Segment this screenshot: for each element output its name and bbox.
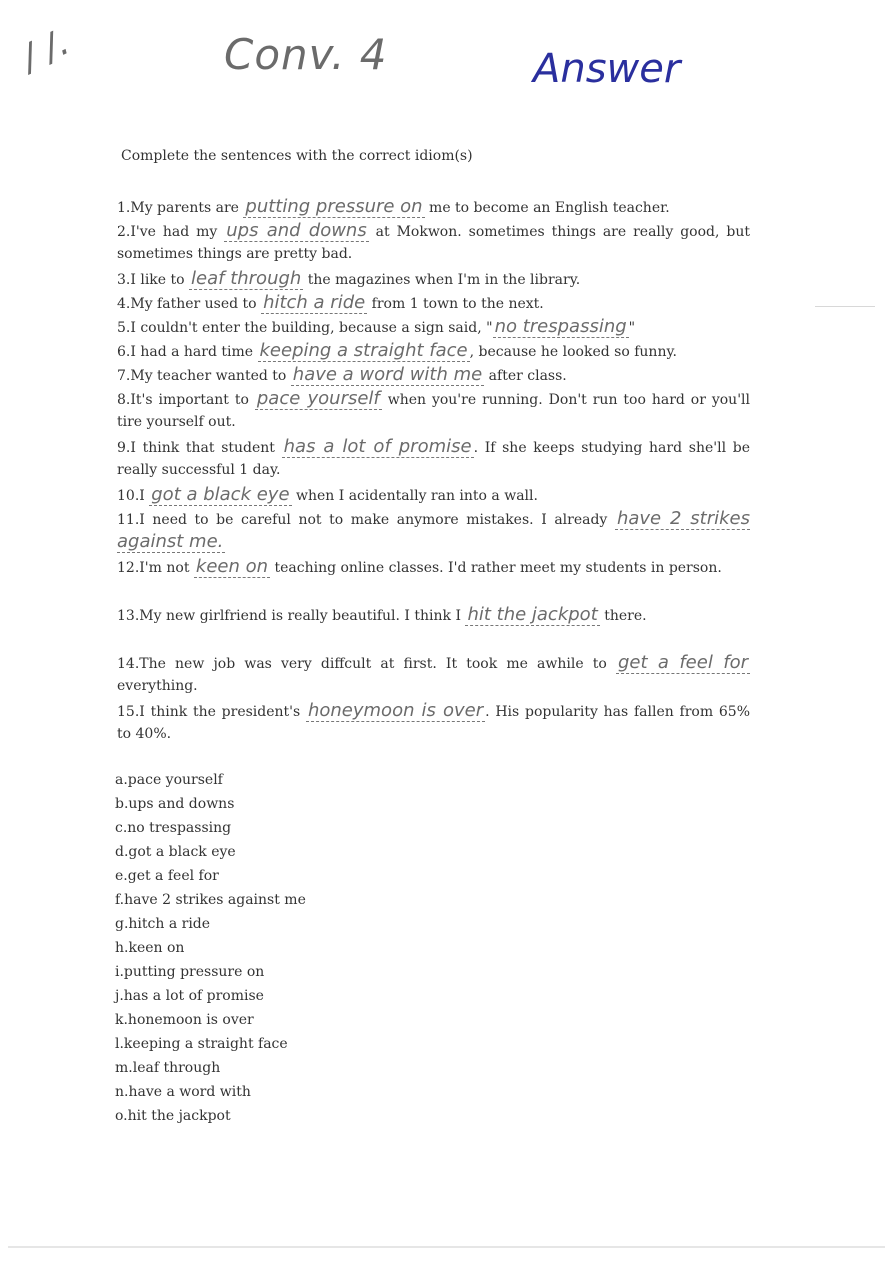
answer-bank-item: f.have 2 strikes against me <box>115 892 306 908</box>
question-text-before: The new job was very diffcult at first. It took me awhile to <box>139 656 616 672</box>
question-item <box>117 508 750 554</box>
question-text-before: I couldn't enter the building, because a sign said, " <box>130 320 493 336</box>
question-number: 2. <box>117 224 131 240</box>
handwritten-answer: got a black eye <box>151 484 290 505</box>
question-number: 13. <box>117 608 140 624</box>
handwritten-answer: has a lot of promise <box>283 436 472 457</box>
question-item <box>117 268 750 291</box>
question-number: 3. <box>117 272 131 288</box>
handwritten-answer: hitch a ride <box>263 292 366 313</box>
instructions: Complete the sentences with the correct idiom(s) <box>121 148 473 164</box>
question-number: 15. <box>117 704 140 720</box>
answer-bank-item: a.pace yourself <box>115 772 223 788</box>
question-number: 14. <box>117 656 140 672</box>
handwritten-answer: get a feel for <box>617 652 748 673</box>
handwritten-answer: keeping a straight face <box>259 340 468 361</box>
question-text-after: me to become an English teacher. <box>424 200 670 216</box>
question-text-after: " <box>628 320 636 336</box>
handwritten-answer: hit the jackpot <box>467 604 598 625</box>
answer-bank-item: o.hit the jackpot <box>115 1108 231 1124</box>
question-item <box>117 196 750 219</box>
question-item <box>117 484 750 507</box>
question-item <box>117 316 750 339</box>
handwritten-answer: no trespassing <box>494 316 627 337</box>
question-number: 11. <box>117 512 140 528</box>
handwritten-corner-mark: / /. <box>15 21 76 80</box>
question-number: 7. <box>117 368 131 384</box>
question-text-before: I <box>139 488 150 504</box>
question-number: 10. <box>117 488 140 504</box>
answer-bank-item: n.have a word with <box>115 1084 251 1100</box>
question-number: 4. <box>117 296 131 312</box>
answer-bank-item: e.get a feel for <box>115 868 219 884</box>
question-text-before: My parents are <box>130 200 244 216</box>
question-text-after: . If she keeps studying hard she'll be really successful 1 day. <box>117 440 750 478</box>
question-item <box>117 388 750 433</box>
question-item <box>117 364 750 387</box>
answer-bank <box>115 768 306 1128</box>
question-text-before: My teacher wanted to <box>130 368 291 384</box>
question-text-before: It's important to <box>130 392 255 408</box>
question-text-after: there. <box>599 608 647 624</box>
question-text-before: My new girlfriend is really beautiful. I think I <box>139 608 466 624</box>
question-number: 1. <box>117 200 131 216</box>
question-item <box>117 220 750 265</box>
question-text-after: when you're running. Don't run too hard or you'll tire yourself out. <box>117 392 750 430</box>
question-number: 9. <box>117 440 131 456</box>
answer-bank-item: d.got a black eye <box>115 844 236 860</box>
question-text-after: when I acidentally ran into a wall. <box>291 488 538 504</box>
question-text-before: I had a hard time <box>130 344 258 360</box>
question-item <box>117 700 750 745</box>
question-text-before: I'm not <box>139 560 194 576</box>
question-number: 8. <box>117 392 131 408</box>
question-number: 5. <box>117 320 131 336</box>
question-number: 6. <box>117 344 131 360</box>
question-text-before: I've had my <box>130 224 225 240</box>
question-text-before: I need to be careful not to make anymore mistakes. I already <box>139 512 615 528</box>
handwritten-conv-label: Conv. 4 <box>224 30 388 79</box>
question-text-before: My father used to <box>130 296 262 312</box>
answer-bank-item: l.keeping a straight face <box>115 1036 288 1052</box>
handwritten-answer: have 2 strikes against me. <box>117 508 750 552</box>
question-text-after: . His popularity has fallen from 65% to 40%. <box>117 704 750 742</box>
question-item <box>117 652 750 697</box>
question-number: 12. <box>117 560 140 576</box>
handwritten-answer-label: Answer <box>533 46 681 92</box>
question-item <box>117 556 750 579</box>
question-text-before: I think that student <box>130 440 282 456</box>
question-item <box>117 604 750 627</box>
question-text-after: after class. <box>484 368 567 384</box>
question-text-after: from 1 town to the next. <box>367 296 544 312</box>
question-item <box>117 292 750 315</box>
page-bottom-edge <box>8 1246 885 1248</box>
handwritten-answer: ups and downs <box>226 220 367 241</box>
answer-bank-item: b.ups and downs <box>115 796 235 812</box>
question-text-before: I think the president's <box>139 704 306 720</box>
handwritten-answer: have a word with me <box>292 364 483 385</box>
handwritten-answer: keen on <box>195 556 269 577</box>
question-text-after: at Mokwon. sometimes things are really good, but sometimes things are pretty bad. <box>117 224 750 262</box>
handwritten-answer: leaf through <box>191 268 302 289</box>
answer-bank-item: j.has a lot of promise <box>115 988 264 1004</box>
answer-bank-item: h.keen on <box>115 940 185 956</box>
question-text-after: , because he looked so funny. <box>469 344 677 360</box>
question-text-after: teaching online classes. I'd rather meet my students in person. <box>270 560 722 576</box>
answer-bank-item: g.hitch a ride <box>115 916 211 932</box>
question-text-after: the magazines when I'm in the library. <box>303 272 581 288</box>
question-item <box>117 436 750 481</box>
handwritten-answer: honeymoon is over <box>307 700 484 721</box>
stray-mark <box>815 306 875 307</box>
handwritten-answer: putting pressure on <box>245 196 423 217</box>
question-item <box>117 340 750 363</box>
answer-bank-item: i.putting pressure on <box>115 964 265 980</box>
question-text-after: everything. <box>117 678 198 694</box>
answer-bank-item: k.honemoon is over <box>115 1012 254 1028</box>
answer-bank-item: c.no trespassing <box>115 820 232 836</box>
handwritten-answer: pace yourself <box>256 388 380 409</box>
answer-bank-item: m.leaf through <box>115 1060 221 1076</box>
question-text-before: I like to <box>130 272 190 288</box>
